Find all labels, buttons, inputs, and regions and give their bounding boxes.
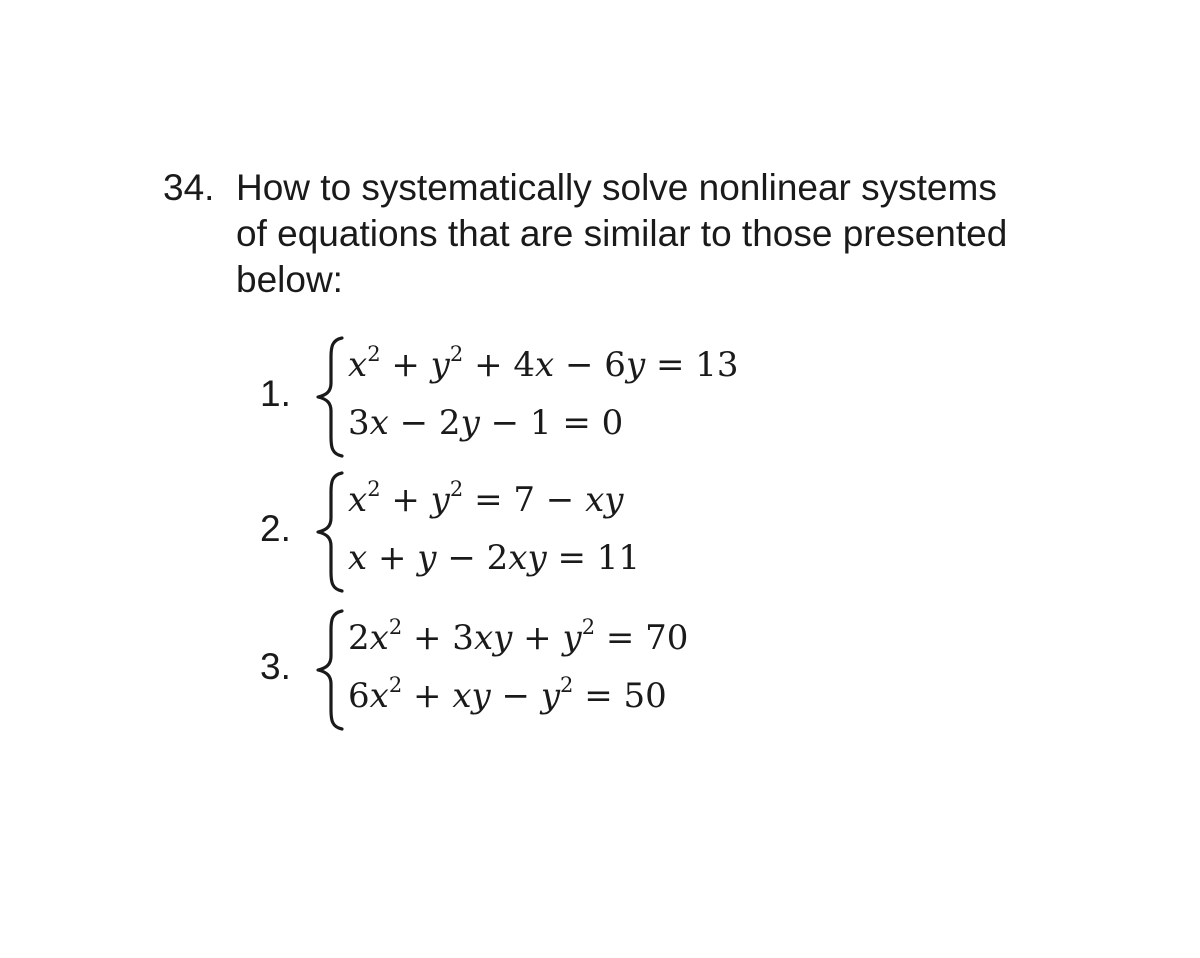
system-label: 3. bbox=[260, 646, 291, 687]
equation-system-3 bbox=[260, 608, 960, 738]
left-brace bbox=[312, 608, 352, 732]
left-brace bbox=[312, 470, 352, 594]
equation: $x^2 + y^2 = 7$ − xy bbox=[348, 477, 624, 520]
left-brace bbox=[312, 335, 352, 459]
question-line: How to systematically solve nonlinear systems bbox=[236, 167, 997, 208]
question-text bbox=[236, 165, 1036, 303]
system-label: 2. bbox=[260, 508, 291, 549]
system-label: 1. bbox=[260, 373, 291, 414]
equation: $6x^2$ + xy − $y^2 = 50$ bbox=[348, 673, 667, 716]
equation: $x^2 + y^2 + 4x - 6y = 13$ bbox=[348, 342, 739, 385]
equation: 3x − 2y − 1 = 0 bbox=[348, 403, 624, 443]
equation: x + y − 2xy = 11 bbox=[348, 538, 641, 578]
equation-system-1 bbox=[260, 335, 960, 465]
question-line: of equations that are similar to those presented bbox=[236, 213, 1008, 254]
problem-number: 34. bbox=[163, 167, 215, 208]
equation-system-2 bbox=[260, 470, 960, 600]
question-line: below: bbox=[236, 259, 343, 300]
equation: $2x^2 + 3xy + y^2 = 70$ bbox=[348, 615, 689, 658]
